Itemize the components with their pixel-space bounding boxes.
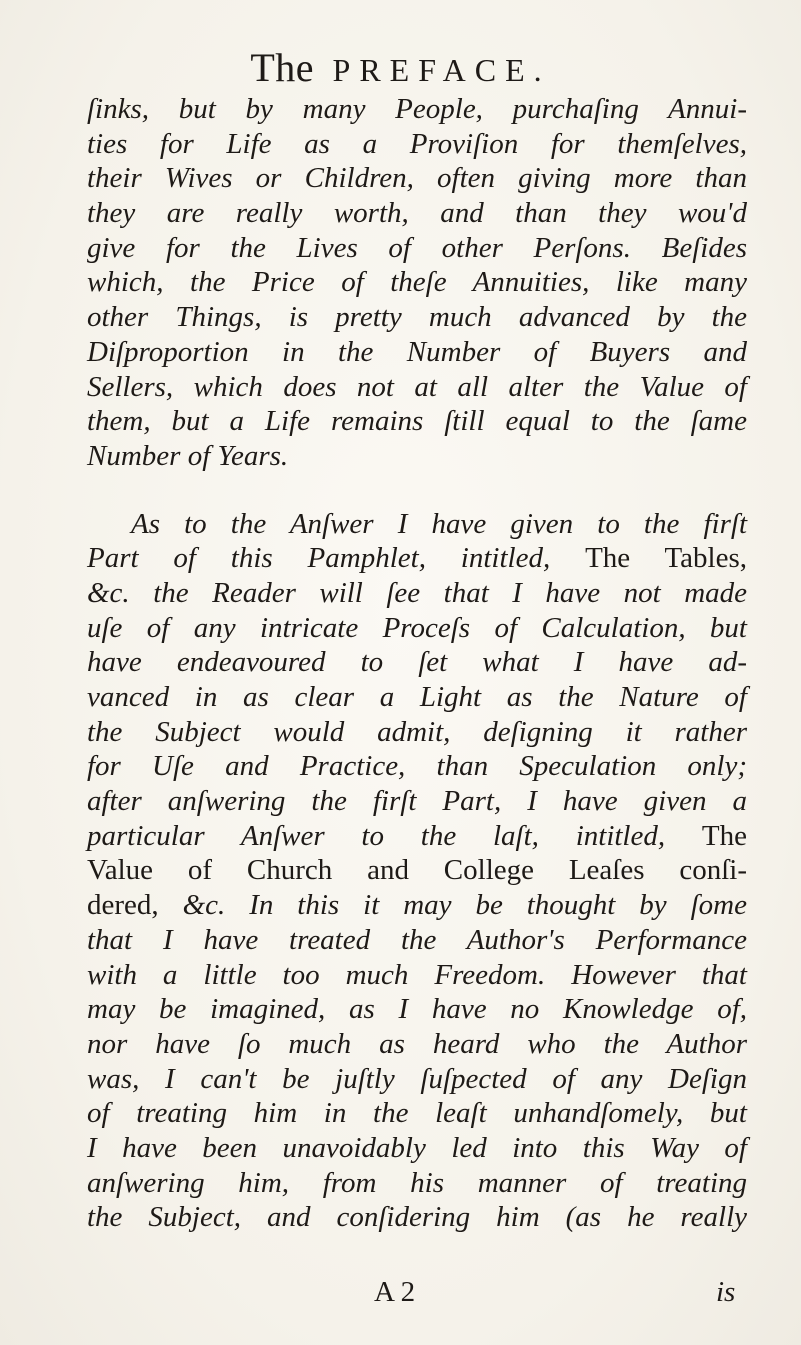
text-line: As to the Anſwer I have given to the firſt xyxy=(131,507,747,540)
text-line: was, I can't be juſtly ſuſpected of any Deſign xyxy=(87,1062,747,1095)
text-line: their Wives or Children, often giving more than xyxy=(87,162,747,195)
text-line: for Uſe and Practice, than Speculation only; xyxy=(87,750,747,783)
title-run: The Tables, xyxy=(585,542,747,575)
signature-mark: A 2 xyxy=(374,1276,416,1308)
text-line: them, but a Life remains ſtill equal to the ſame xyxy=(87,405,747,438)
text-run: the Reader will ſee that I have not made xyxy=(153,576,748,609)
text-run: Part of this Pamphlet, intitled, xyxy=(87,542,551,575)
text-run: &c. In this it may be thought by ſome xyxy=(182,889,747,922)
title-run: dered, xyxy=(87,889,159,922)
text-line: Number of Years. xyxy=(87,439,289,472)
text-line: anſwering him, from his manner of treating xyxy=(87,1166,747,1199)
text-line: of treating him in the leaſt unhandſomely, but xyxy=(87,1097,747,1130)
header-preface: PREFACE. xyxy=(332,52,551,88)
text-line: other Things, is pretty much advanced by the xyxy=(87,301,747,334)
text-run: particular Anſwer to the laſt, intitled, xyxy=(87,819,666,852)
text-line: uſe of any intricate Proceſs of Calculation, but xyxy=(87,611,747,644)
text-line: Value of Church and College Leaſes conſi- xyxy=(87,854,747,887)
text-line: I have been unavoidably led into this Way of xyxy=(87,1131,747,1164)
running-header xyxy=(0,44,801,94)
text-line: that I have treated the Author's Performance xyxy=(87,923,747,956)
text-line: ſinks, but by many People, purchaſing Annui- xyxy=(87,93,747,125)
text-line: Sellers, which does not at all alter the Value of xyxy=(87,370,747,403)
text-line xyxy=(87,819,747,854)
catchword: is xyxy=(716,1276,736,1308)
header-the: The xyxy=(250,45,315,90)
text-line: ties for Life as a Proviſion for themſelves, xyxy=(87,127,747,160)
text-line: nor have ſo much as heard who the Author xyxy=(87,1027,747,1060)
text-line: after anſwering the firſt Part, I have given a xyxy=(87,785,747,818)
text-line: may be imagined, as I have no Knowledge of, xyxy=(87,993,747,1026)
text-run: &c. xyxy=(87,576,130,609)
text-line: vanced in as clear a Light as the Nature of xyxy=(87,681,747,713)
text-line xyxy=(87,541,747,576)
text-line: the Subject would admit, deſigning it rather xyxy=(87,715,747,748)
text-line: they are really worth, and than they wou'd xyxy=(87,197,747,230)
text-line: the Subject, and conſidering him (as he really xyxy=(87,1201,747,1234)
text-line xyxy=(87,888,747,923)
text-line: with a little too much Freedom. However that xyxy=(87,958,747,991)
text-line: give for the Lives of other Perſons. Beſides xyxy=(87,231,747,264)
text-line xyxy=(87,576,747,611)
body-text xyxy=(87,92,747,1235)
title-run: The xyxy=(701,819,747,852)
text-line: Diſproportion in the Number of Buyers and xyxy=(87,335,747,368)
page-footer xyxy=(0,1276,801,1310)
text-line: which, the Price of theſe Annuities, like many xyxy=(87,266,747,299)
text-line: have endeavoured to ſet what I have ad- xyxy=(87,646,747,679)
